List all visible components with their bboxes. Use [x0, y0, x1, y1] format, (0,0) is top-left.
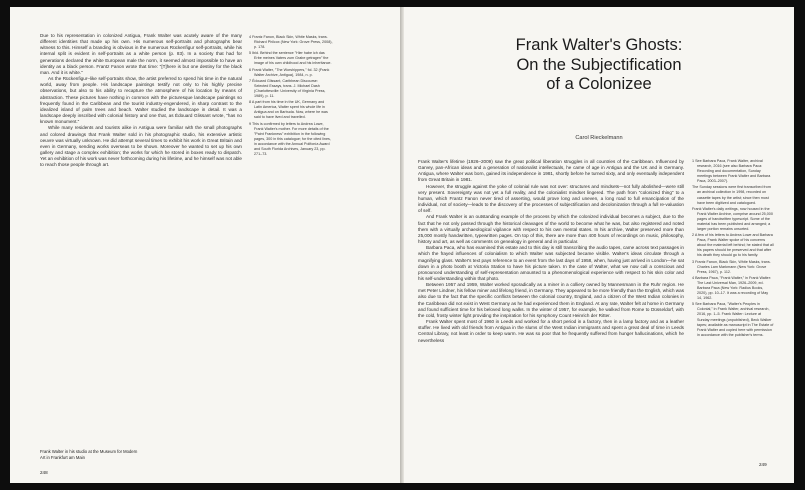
left-page [10, 7, 400, 483]
left-notes-column [249, 35, 333, 158]
right-paragraph: Between 1957 and 1959, Walter worked sporadically as a miner in a colliery owned by Mannesmann in the Ruhr region. He met Peter Lindner, his fellow miner and lifelong friend, in Germany. They appeared to be more friendly than the English, which was also due to the fact that the specific conflicts between the colonial country, England, and a citizen of the West Indian colonies in the Caribbean did not exist in West Germany as he had experienced them in England. At any rate, Walter felt at home in Germany and found sufficient time for his beloved long walks. In the winter of 1957, for example, he walked from Rome to Düsseldorf, with the cold, frosty winter light providing the inspiration for his symphony Count Heinrich der Ritter. [418, 282, 684, 318]
footnote: 9 This is confirmed by letters to Andrea Lowe, Frank Walter's mother. For more details of the "Paint Frankness" exhibition in the following pages, 300 in this catalogue; for the cited lines, in accordance with the Annual Polifonía Award and South Florida Archives, January 23, pp. 271–73. [249, 121, 331, 156]
essay-title [464, 36, 734, 95]
right-paragraph: Frank Walter spent most of 1960 in Leeds and worked for a short period in a factory, then in a lamp factory and as a leather stuffer. He lived with old friends from Antigua in the slums of the West Indian immigrants and spent a great deal of time in Leeds Central Library, not least in order to keep warm. He was so poor that he frequently suffered from hunger hallucinations, which he nevertheless [418, 319, 684, 343]
left-paragraph: Due to his representation in colonized Antigua, Frank Walter was acutely aware of the many different identities that made up his own. His numerous self-portraits and photographs bear witness to this. Himself a branding is obvious in the numerous Rückenfigur self-portraits, while his internal split is evident in self-portraits as a white person (p. 83). In a society that had for generations declared the white European male the norm, it seemed almost impossible to have an identity as a black person. Frantz Fanon wrote that time: "[T]here is but one destiny for the black man. And it is white." [40, 33, 242, 75]
left-paragraph: As the Rückenfigur–like self-portraits show, the artist preferred to spend his time in the natural world, away from people. His landscape paintings testify not only to his highly precise observations, but also to his ability to recapture the atmosphere of his location by means of abstraction. These pictures have nothing in common with the picturesque landscape paintings so frequently found in the Caribbean and the tourist industry-engendered, in sharp contrast to the idealized island of palm trees and beach. Walter studied the landscape in detail. It was a landscape deeply inscribed with colonial history and one that, as Édouard Glissant wrote, "has no known monument." [40, 76, 242, 125]
right-body-column [418, 159, 684, 344]
title-line: Frank Walter's Ghosts: [515, 36, 683, 54]
page-number-left: 248 [40, 470, 48, 475]
right-side-notes-column [692, 159, 774, 339]
image-caption: Frank Walter in his studio at the Museum for Modern Art in Frankfurt am Main [40, 449, 138, 460]
left-paragraph: While many residents and tourists alike in Antigua were familiar with the small photographs and colored drawings that Frank Walter sold in his photographic studio, his extensive artistic oeuvre was virtually unknown. He did attempt several times to exhibit his work in Great Britain and even in Germany, sending works overseas to be shown. Moreover he wanted to set up his own gallery and stage a complex exhibition; the works for which he stored in boxes ready to dispatch. Yet an exhibition of his work was never forthcoming during his lifetime, and he himself was not able to reach those people through art. [40, 125, 242, 168]
footnote: 6 Frank Walter, "The Worshippers," fol. 32 (Frank Walter Archive, Antigua), 1984, n. p. [249, 67, 330, 77]
footnote: 8 A part from his time in the UK, Germany and Latin America, Walter spent his whole life in Antigua and on Barbuda. Now, where he was said to have lived and travelled. [249, 100, 328, 120]
title-line: On the Subjectification [516, 55, 682, 74]
right-paragraph: However, the struggle against the yoke of colonial rule was not over: structures and mindsets—not fully abolished—were still very present. Sovereignty was not yet a full reality, and the colonialist mindset lingered. The path from "colonized thing" to a human, which Frantz Fanon never tired of asserting, would prove long and uneven, a long road to full emancipation of the individual, not of society—leads to the discovery of the processes of subjectification and decolonization through a full re-valuation of self. [418, 183, 684, 214]
right-paragraph: And Frank Walter is an outstanding example of the process by which the colonized individual becomes a subject, due to the fact that he not only passed through the historical cleavages of the world to become what he was, but also registered and noted them with a virtually archaeological vigilance with respect to his own mental states. In his archive, Walter preserved more than 25,000 mostly handwritten, typewritten pages. On top of this, there are more than 400 hours of recordings on music, philosophy, history and art, as well as comments on genealogy in general and in particular. [418, 214, 684, 245]
right-paragraph: Frank Walter's lifetime (1926–2009) saw the great political liberation struggles in all countries of the Caribbean. Influenced by Garvey, pan-African ideas and a generation of nationalist intellectuals, he came of age in Antigua and the UK and in Germany. Antigua, where Walter was born, gained its independence in 1981, shortly before he turned sixty, and only eventually independent from Great Britain in 1981. [418, 159, 684, 183]
side-note: 1 See Barbara Paca, Frank Walter, archival research, 2016 (see also Barbara Paca: Recording and documentation, Sunday meetings between Frank Walter and Barbara Paca, 2003–2007). [692, 159, 771, 184]
left-body-column [40, 33, 242, 168]
side-note: 4 Barbara Paca, "Frank Walter," in Frank Walter: The Last Universal Man, 1926–2009, ed. Barbara Paca (New York: Radius Books, 2020), pp. 10–17. It was a recording of May 14, 1962. [692, 275, 771, 301]
footnote: 7 Édouard Glissant, Caribbean Discourse: Selected Essays, trans. J. Michael Dash (Charlottesville: University of Virginia Press, 1989), p. 11. [249, 78, 326, 99]
right-page [404, 7, 794, 483]
page-number-right: 249 [759, 462, 767, 467]
title-line: of a Colonizee [546, 75, 652, 93]
right-paragraph: Barbara Paca, who has examined this estate and to this day is still transcribing the audio tapes, came across text passages in which the frayed influences of colonialism to which Walter was subjected became visible. Walter's ideas circulate through a magnifying glass. Walter's text pays reference to an event from the last days of 1958, when, having just arrived in London—he sat down in a photo booth at Victoria Station to have his picture taken. In the case of Walter, what we now call a conscious and pronounced understanding of self-representation amounted to a phenomenological experience with respect to his skin color and his self-understanding within that photo. [418, 245, 684, 281]
side-note: Frank Walter's daily writings, now housed in the Frank Walter Archive, comprise around 25,000 pages of handwritten typescript. Some of the material has been published and arranged; a larger portion remains unsorted. [692, 206, 773, 231]
footnote: 5 Ibid. Behind the sentence "Hier habe ich das Erbe meines Vaters zum Grabe getragen" the image of his own childhood and his inheritance. [249, 51, 332, 66]
side-note: 3 Frantz Fanon, Black Skin, White Masks, trans. Charles Lam Markmann (New York: Grove Press, 1967), p. 112. [692, 259, 771, 274]
side-note: 5 See Barbara Paca, "Walter's Peoples in Colonial," in Frank Walter, archival research, 2016, pp. 1–5. Frank Walter: Lecture at Sunday meetings (unpublished), Beck Walker tapes; available as manuscript in The Estate of Frank Walter and copied here with permission in accordance with the publisher's terms. [692, 302, 774, 337]
side-note: 2 A few of his letters to Andrea Lowe and Barbara Paca, Frank Walter spoke of his concerns about the material left behind; he stated that all his papers should be preserved and that after his death they should go to his family. [692, 233, 774, 258]
essay-author: Carol Rieckelmann [575, 135, 623, 141]
footnote: 4 Frantz Fanon, Black Skin, White Masks, trans. Richard Philcox (New York: Grove Press, 2008), p. 178. [249, 35, 333, 50]
side-note: The Sunday sessions were first transcribed from an archival collection in 1998, recorded on cassette tapes by the artist; since then most have been digitized and catalogued. [692, 185, 771, 205]
